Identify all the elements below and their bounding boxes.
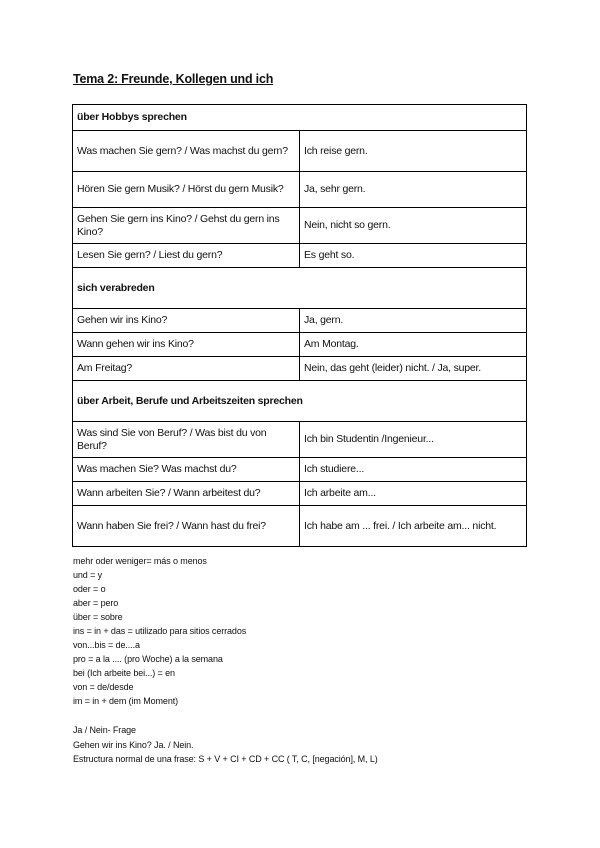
question-cell: Was machen Sie? Was machst du?: [73, 458, 300, 482]
phrase-table: [72, 104, 527, 547]
section-heading: sich verabreden: [73, 268, 527, 309]
question-cell: Am Freitag?: [73, 357, 300, 381]
answer-cell: Ich studiere...: [300, 458, 527, 482]
question-cell: Was machen Sie gern? / Was machst du gern?: [73, 131, 300, 172]
note-line: Estructura normal de una frase: S + V + CI + CD + CC ( T, C, [negación], M, L): [73, 754, 378, 764]
note-line: über = sobre: [73, 612, 123, 622]
question-cell: Gehen wir ins Kino?: [73, 309, 300, 333]
table-row: [73, 172, 527, 208]
table-row: [73, 244, 527, 268]
table-row: [73, 482, 527, 506]
vocab-notes: [73, 554, 246, 708]
note-line: oder = o: [73, 584, 106, 594]
table-row: [73, 422, 527, 458]
answer-cell: Am Montag.: [300, 333, 527, 357]
note-line: Gehen wir ins Kino? Ja. / Nein.: [73, 739, 194, 750]
answer-cell: Ja, gern.: [300, 309, 527, 333]
answer-cell: Es geht so.: [300, 244, 527, 268]
question-cell: Wann haben Sie frei? / Wann hast du frei?: [73, 506, 300, 547]
question-cell: Hören Sie gern Musik? / Hörst du gern Musik?: [73, 172, 300, 208]
answer-cell: Ich reise gern.: [300, 131, 527, 172]
note-line: pro = a la .... (pro Woche) a la semana: [73, 654, 223, 664]
section-heading: über Arbeit, Berufe und Arbeitszeiten sprechen: [73, 381, 527, 422]
question-cell: Wann gehen wir ins Kino?: [73, 333, 300, 357]
note-line: mehr oder weniger= más o menos: [73, 556, 207, 566]
table-row: [73, 357, 527, 381]
answer-cell: Ich bin Studentin /Ingenieur...: [300, 422, 527, 458]
answer-cell: Ich arbeite am...: [300, 482, 527, 506]
answer-cell: Ich habe am ... frei. / Ich arbeite am... nicht.: [300, 506, 527, 547]
page-title: Tema 2: Freunde, Kollegen und ich: [73, 72, 274, 86]
question-cell: Gehen Sie gern ins Kino? / Gehst du gern ins Kino?: [73, 208, 300, 244]
section-heading: über Hobbys sprechen: [73, 105, 527, 131]
note-line: Ja / Nein- Frage: [73, 725, 136, 735]
note-line: von...bis = de....a: [73, 640, 140, 650]
answer-cell: Nein, nicht so gern.: [300, 208, 527, 244]
note-line: und = y: [73, 570, 103, 580]
question-cell: Lesen Sie gern? / Liest du gern?: [73, 244, 300, 268]
answer-cell: Nein, das geht (leider) nicht. / Ja, super.: [300, 357, 527, 381]
grammar-notes: [73, 723, 378, 767]
table-row: [73, 458, 527, 482]
question-cell: Wann arbeiten Sie? / Wann arbeitest du?: [73, 482, 300, 506]
section-header-verabreden: [73, 268, 527, 309]
table-row: [73, 506, 527, 547]
note-line: im = in + dem (im Moment): [73, 696, 179, 706]
table-row: [73, 309, 527, 333]
table-row: [73, 208, 527, 244]
section-header-hobbys: [73, 105, 527, 131]
note-line: aber = pero: [73, 598, 119, 608]
table-row: [73, 131, 527, 172]
note-line: von = de/desde: [73, 682, 134, 692]
answer-cell: Ja, sehr gern.: [300, 172, 527, 208]
section-header-arbeit: [73, 381, 527, 422]
table-row: [73, 333, 527, 357]
note-line: ins = in + das = utilizado para sitios cerrados: [73, 626, 247, 636]
note-line: bei (Ich arbeite bei...) = en: [73, 668, 175, 678]
question-cell: Was sind Sie von Beruf? / Was bist du von Beruf?: [73, 422, 300, 458]
